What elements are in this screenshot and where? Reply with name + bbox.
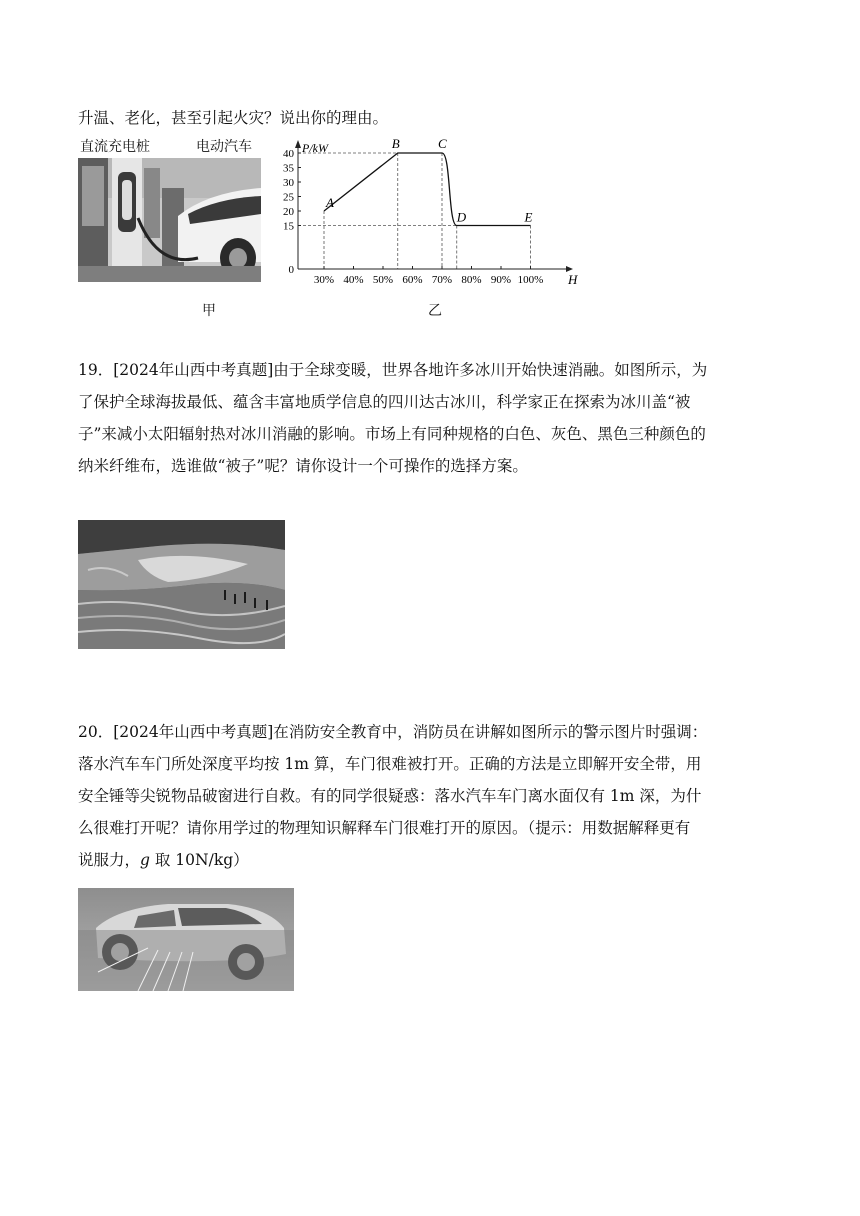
label-charger: 直流充电桩 [80,139,150,155]
q18-text-line: 升温、老化，甚至引起火灾？说出你的理由。 [78,109,389,127]
y-tick-label: 40 [283,148,294,160]
q20-line-5 [78,850,249,870]
x-axis-title: H [568,272,578,287]
q19-line-1: 19．[2024年山西中考真题]由于全球变暖，世界各地许多冰川开始快速消融。如图所示，为 [78,361,708,379]
x-tick-label: 60% [402,274,423,286]
y-tick-label: 25 [283,191,294,204]
y-tick-label: 30 [283,177,294,189]
y-tick-label: 20 [283,206,294,218]
q20-line-2: 落水汽车车门所处深度平均按 1m 算，车门很难被打开。正确的方法是立即解开安全带，用 [78,755,702,773]
x-tick-label: 30% [313,274,335,286]
submerged-car-photo [78,888,294,991]
q20-line-3: 安全锤等尖锐物品破窗进行自救。有的同学很疑惑：落水汽车车门离水面仅有 1m 深，为什 [78,787,702,805]
x-tick-label: 70% [431,274,453,286]
y-tick-label: 0 [288,264,294,276]
point-label-B: B [391,138,400,151]
q20-var-g: g [140,851,150,869]
x-tick-label: 80% [461,274,482,286]
point-label-E: E [524,209,533,225]
ev-charging-photo [78,158,261,282]
y-axis-arrow [295,140,301,148]
q20-line-4: 么很难打开呢？请你用学过的物理知识解释车门很难打开的原因。（提示：用数据解释更有 [78,819,691,837]
glacier-photo [78,520,285,649]
y-axis-title: P/kW [302,141,328,155]
q20-line-5-post: 取 10N/kg） [149,851,249,869]
q20-line-1: 20．[2024年山西中考真题]在消防安全教育中，消防员在讲解如图所示的警示图片时强调： [78,723,708,741]
caption-yi: 乙 [428,303,442,319]
caption-jia: 甲 [202,303,216,319]
x-tick-label: 100% [517,274,544,286]
point-label-A: A [326,195,334,210]
q19-line-2: 了保护全球海拔最低、蕴含丰富地质学信息的四川达古冰川，科学家正在探索为冰川盖“被 [78,393,691,411]
charging-power-chart [276,138,586,290]
x-tick-label: 40% [343,274,364,286]
point-label-C: C [438,138,447,151]
label-car: 电动汽车 [196,139,252,155]
point-label-D: D [456,209,467,225]
y-tick-label: 35 [283,162,294,175]
power-curve [324,153,531,226]
x-tick-label: 50% [372,274,394,286]
q19-line-3: 子”来减小太阳辐射热对冰川消融的影响。市场上有同种规格的白色、灰色、黑色三种颜色的 [78,425,706,443]
q19-line-4: 纳米纤维布，选谁做“被子”呢？请你设计一个可操作的选择方案。 [78,457,528,475]
q20-line-5-pre: 说服力， [78,851,141,869]
y-tick-label: 15 [283,220,294,233]
x-tick-label: 90% [490,274,512,286]
